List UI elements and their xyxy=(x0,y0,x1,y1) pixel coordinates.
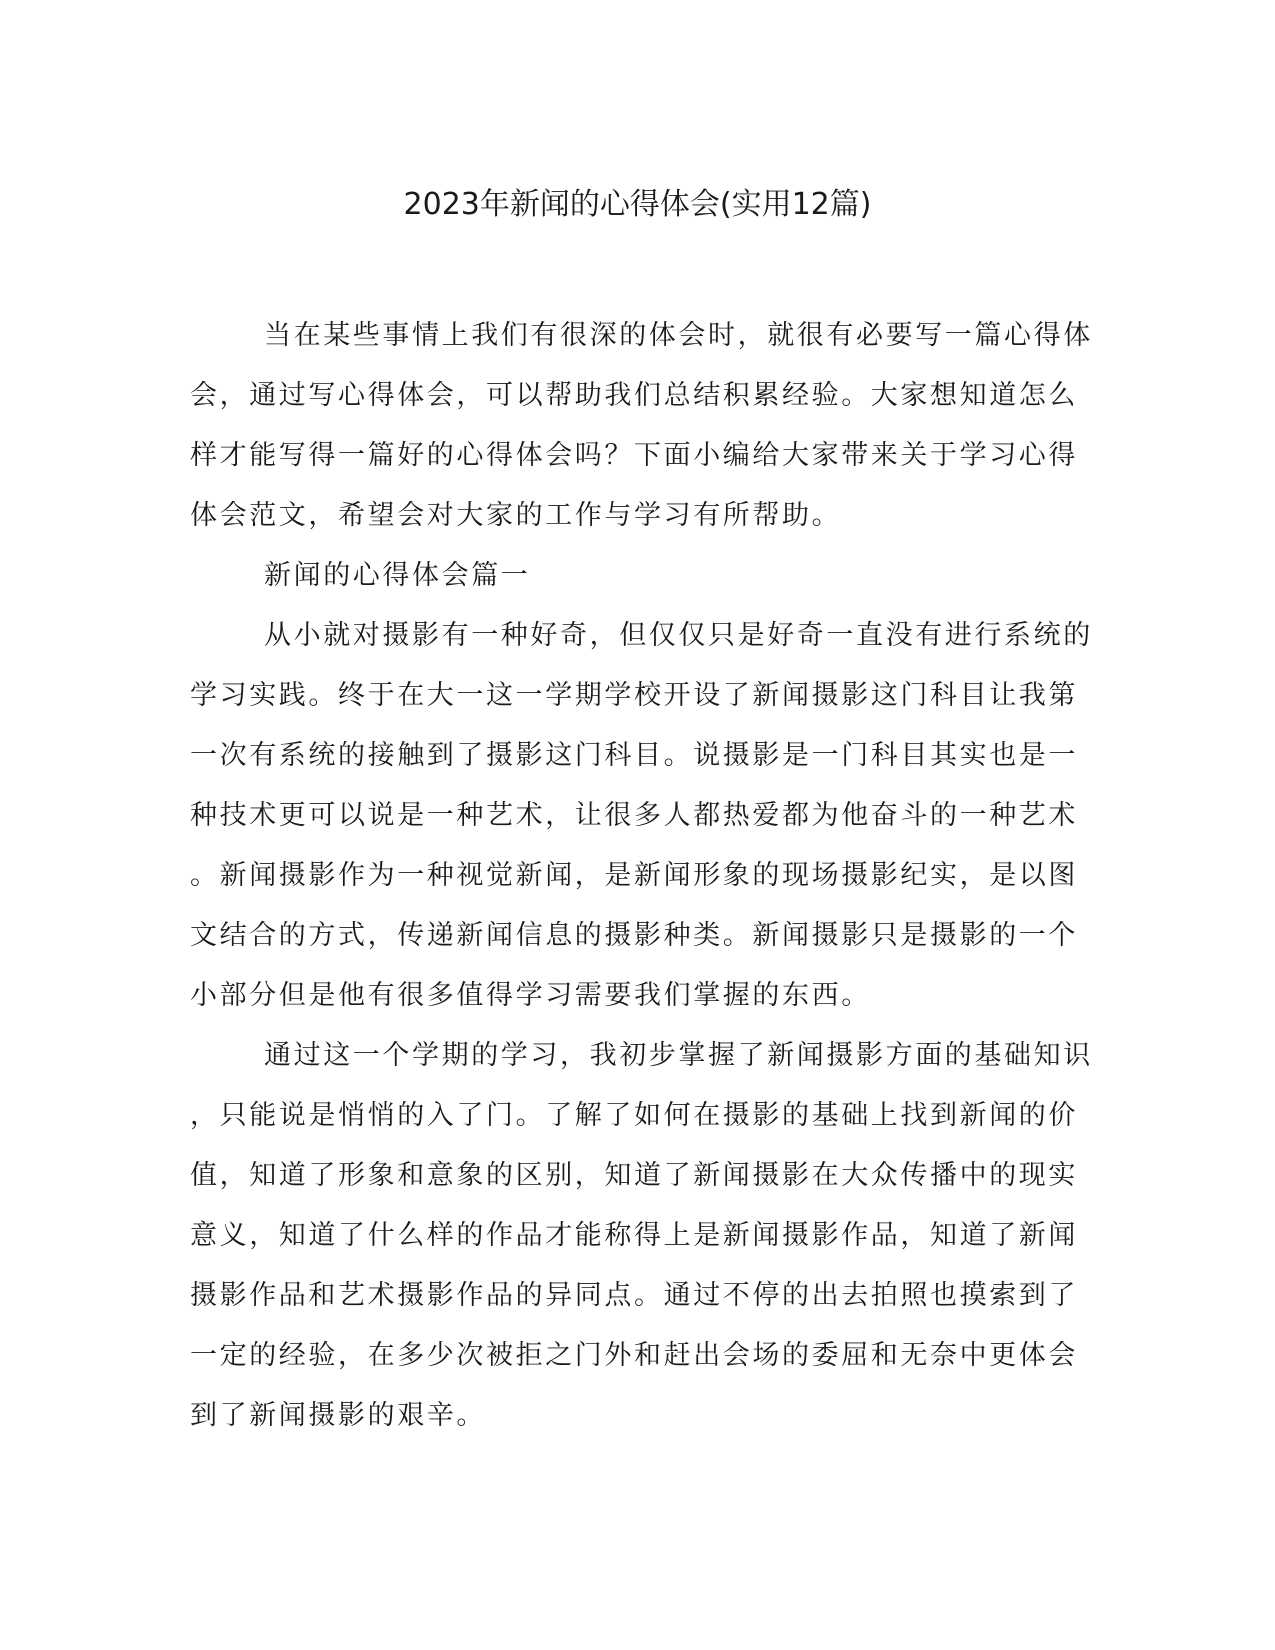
para1-line-3: 一次有系统的接触到了摄影这门科目。说摄影是一门科目其实也是一 xyxy=(190,740,1078,771)
para1-line-1: 从小就对摄影有一种好奇，但仅仅只是好奇一直没有进行系统的 xyxy=(264,620,1093,651)
intro-line-1: 当在某些事情上我们有很深的体会时，就很有必要写一篇心得体 xyxy=(264,320,1093,351)
para1-line-4: 种技术更可以说是一种艺术，让很多人都热爱都为他奋斗的一种艺术 xyxy=(190,800,1078,831)
para2-line-7: 到了新闻摄影的艰辛。 xyxy=(190,1400,486,1431)
para2-line-6: 一定的经验，在多少次被拒之门外和赶出会场的委屈和无奈中更体会 xyxy=(190,1340,1078,1371)
intro-line-3: 样才能写得一篇好的心得体会吗？下面小编给大家带来关于学习心得 xyxy=(190,440,1078,471)
para2-line-2: ，只能说是悄悄的入了门。了解了如何在摄影的基础上找到新闻的价 xyxy=(190,1100,1078,1131)
intro-line-2: 会，通过写心得体会，可以帮助我们总结积累经验。大家想知道怎么 xyxy=(190,380,1078,411)
intro-line-4: 体会范文，希望会对大家的工作与学习有所帮助。 xyxy=(190,500,842,531)
document-title: 2023年新闻的心得体会(实用12篇) xyxy=(403,187,872,222)
para2-line-1: 通过这一个学期的学习，我初步掌握了新闻摄影方面的基础知识 xyxy=(264,1040,1093,1071)
para1-line-5: 。新闻摄影作为一种视觉新闻，是新闻形象的现场摄影纪实，是以图 xyxy=(190,860,1078,891)
para2-line-4: 意义，知道了什么样的作品才能称得上是新闻摄影作品，知道了新闻 xyxy=(190,1220,1078,1251)
para1-line-2: 学习实践。终于在大一这一学期学校开设了新闻摄影这门科目让我第 xyxy=(190,680,1078,711)
para2-line-3: 值，知道了形象和意象的区别，知道了新闻摄影在大众传播中的现实 xyxy=(190,1160,1078,1191)
section-heading: 新闻的心得体会篇一 xyxy=(264,560,531,591)
para1-line-6: 文结合的方式，传递新闻信息的摄影种类。新闻摄影只是摄影的一个 xyxy=(190,920,1078,951)
para2-line-5: 摄影作品和艺术摄影作品的异同点。通过不停的出去拍照也摸索到了 xyxy=(190,1280,1078,1311)
para1-line-7: 小部分但是他有很多值得学习需要我们掌握的东西。 xyxy=(190,980,871,1011)
